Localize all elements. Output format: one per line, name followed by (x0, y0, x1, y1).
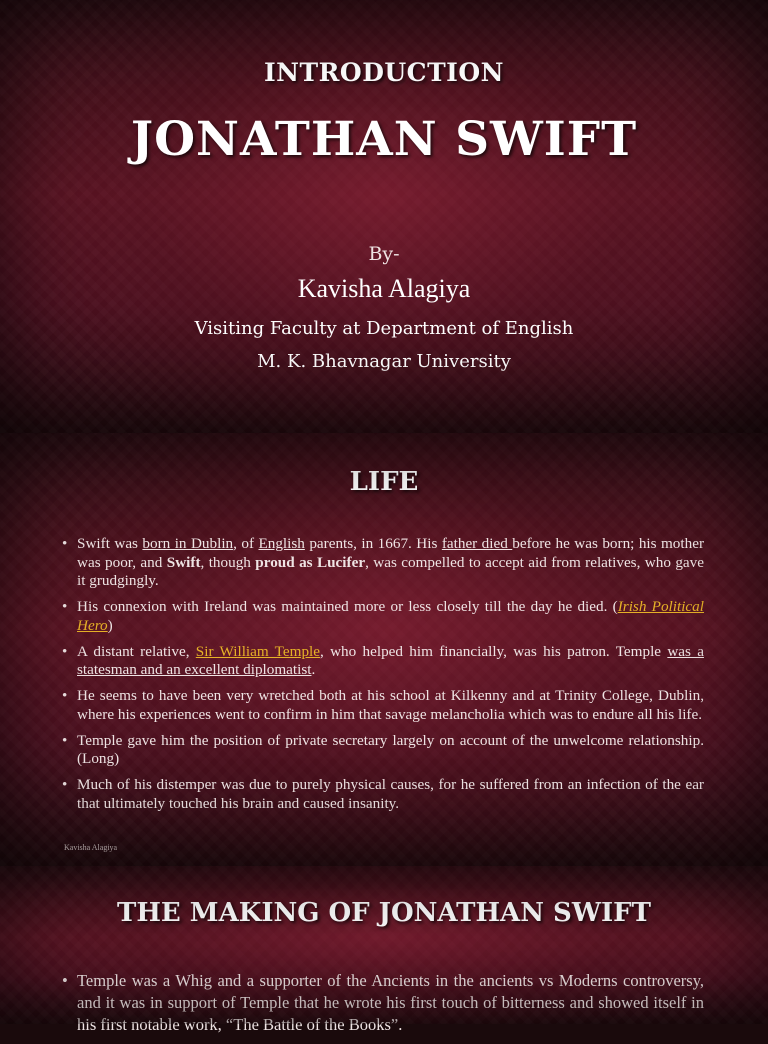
by-label: By- (368, 243, 400, 265)
irish-political-hero-link[interactable]: Irish Political Hero (77, 598, 704, 634)
author-name: Kavisha Alagiya (297, 274, 471, 303)
slide-life (0, 433, 768, 866)
presentation-title: JONATHAN SWIFT (130, 112, 638, 167)
slide-title (0, 0, 768, 433)
bullet-item: • His connexion with Ireland was maintained more or less closely till the day he died. (Irish Political Hero) (62, 598, 704, 635)
author-position: Visiting Faculty at Department of English (194, 318, 574, 339)
slide-subtitle: INTRODUCTION (263, 58, 504, 87)
bullet-item: • A distant relative, Sir William Temple, who helped him financially, was his patron. Temple was a statesman and an excellent diplomatist. (62, 643, 704, 680)
bullet-item: • Temple was a Whig and a supporter of the Ancients in the ancients vs Moderns controversy, and it was in support of Temple that he wrote his first touch of bitterness and showed itself in his first notable work, “The Battle of the Books”. (62, 970, 704, 1036)
slide-making-of-swift (0, 866, 768, 1034)
bullet-list (62, 535, 704, 821)
author-university: M. K. Bhavnagar University (257, 351, 511, 372)
bullet-item: • He seems to have been very wretched both at his school at Kilkenny and at Trinity College, Dublin, where his experiences went to confirm in him that savage melancholia which was to endure all his life. (62, 687, 704, 724)
bullet-list (62, 970, 704, 1044)
bullet-item: • Much of his distemper was due to purely physical causes, for he suffered from an infection of the ear that ultimately touched his brain and caused insanity. (62, 776, 704, 813)
slide-heading: THE MAKING OF JONATHAN SWIFT (117, 898, 651, 928)
bullet-item: • Temple gave him the position of private secretary largely on account of the unwelcome relationship. (Long) (62, 732, 704, 769)
slide-heading: LIFE (349, 467, 419, 497)
sir-william-temple-link[interactable]: Sir William Temple (195, 642, 321, 660)
bullet-item: • Swift was born in Dublin, of English parents, in 1667. His father died before he was born; his mother was poor, and Swift, though proud as Lucifer, was compelled to accept aid from relatives, who gave it grudgingly. (62, 535, 704, 591)
slide-footer: Kavisha Alagiya (64, 843, 118, 852)
